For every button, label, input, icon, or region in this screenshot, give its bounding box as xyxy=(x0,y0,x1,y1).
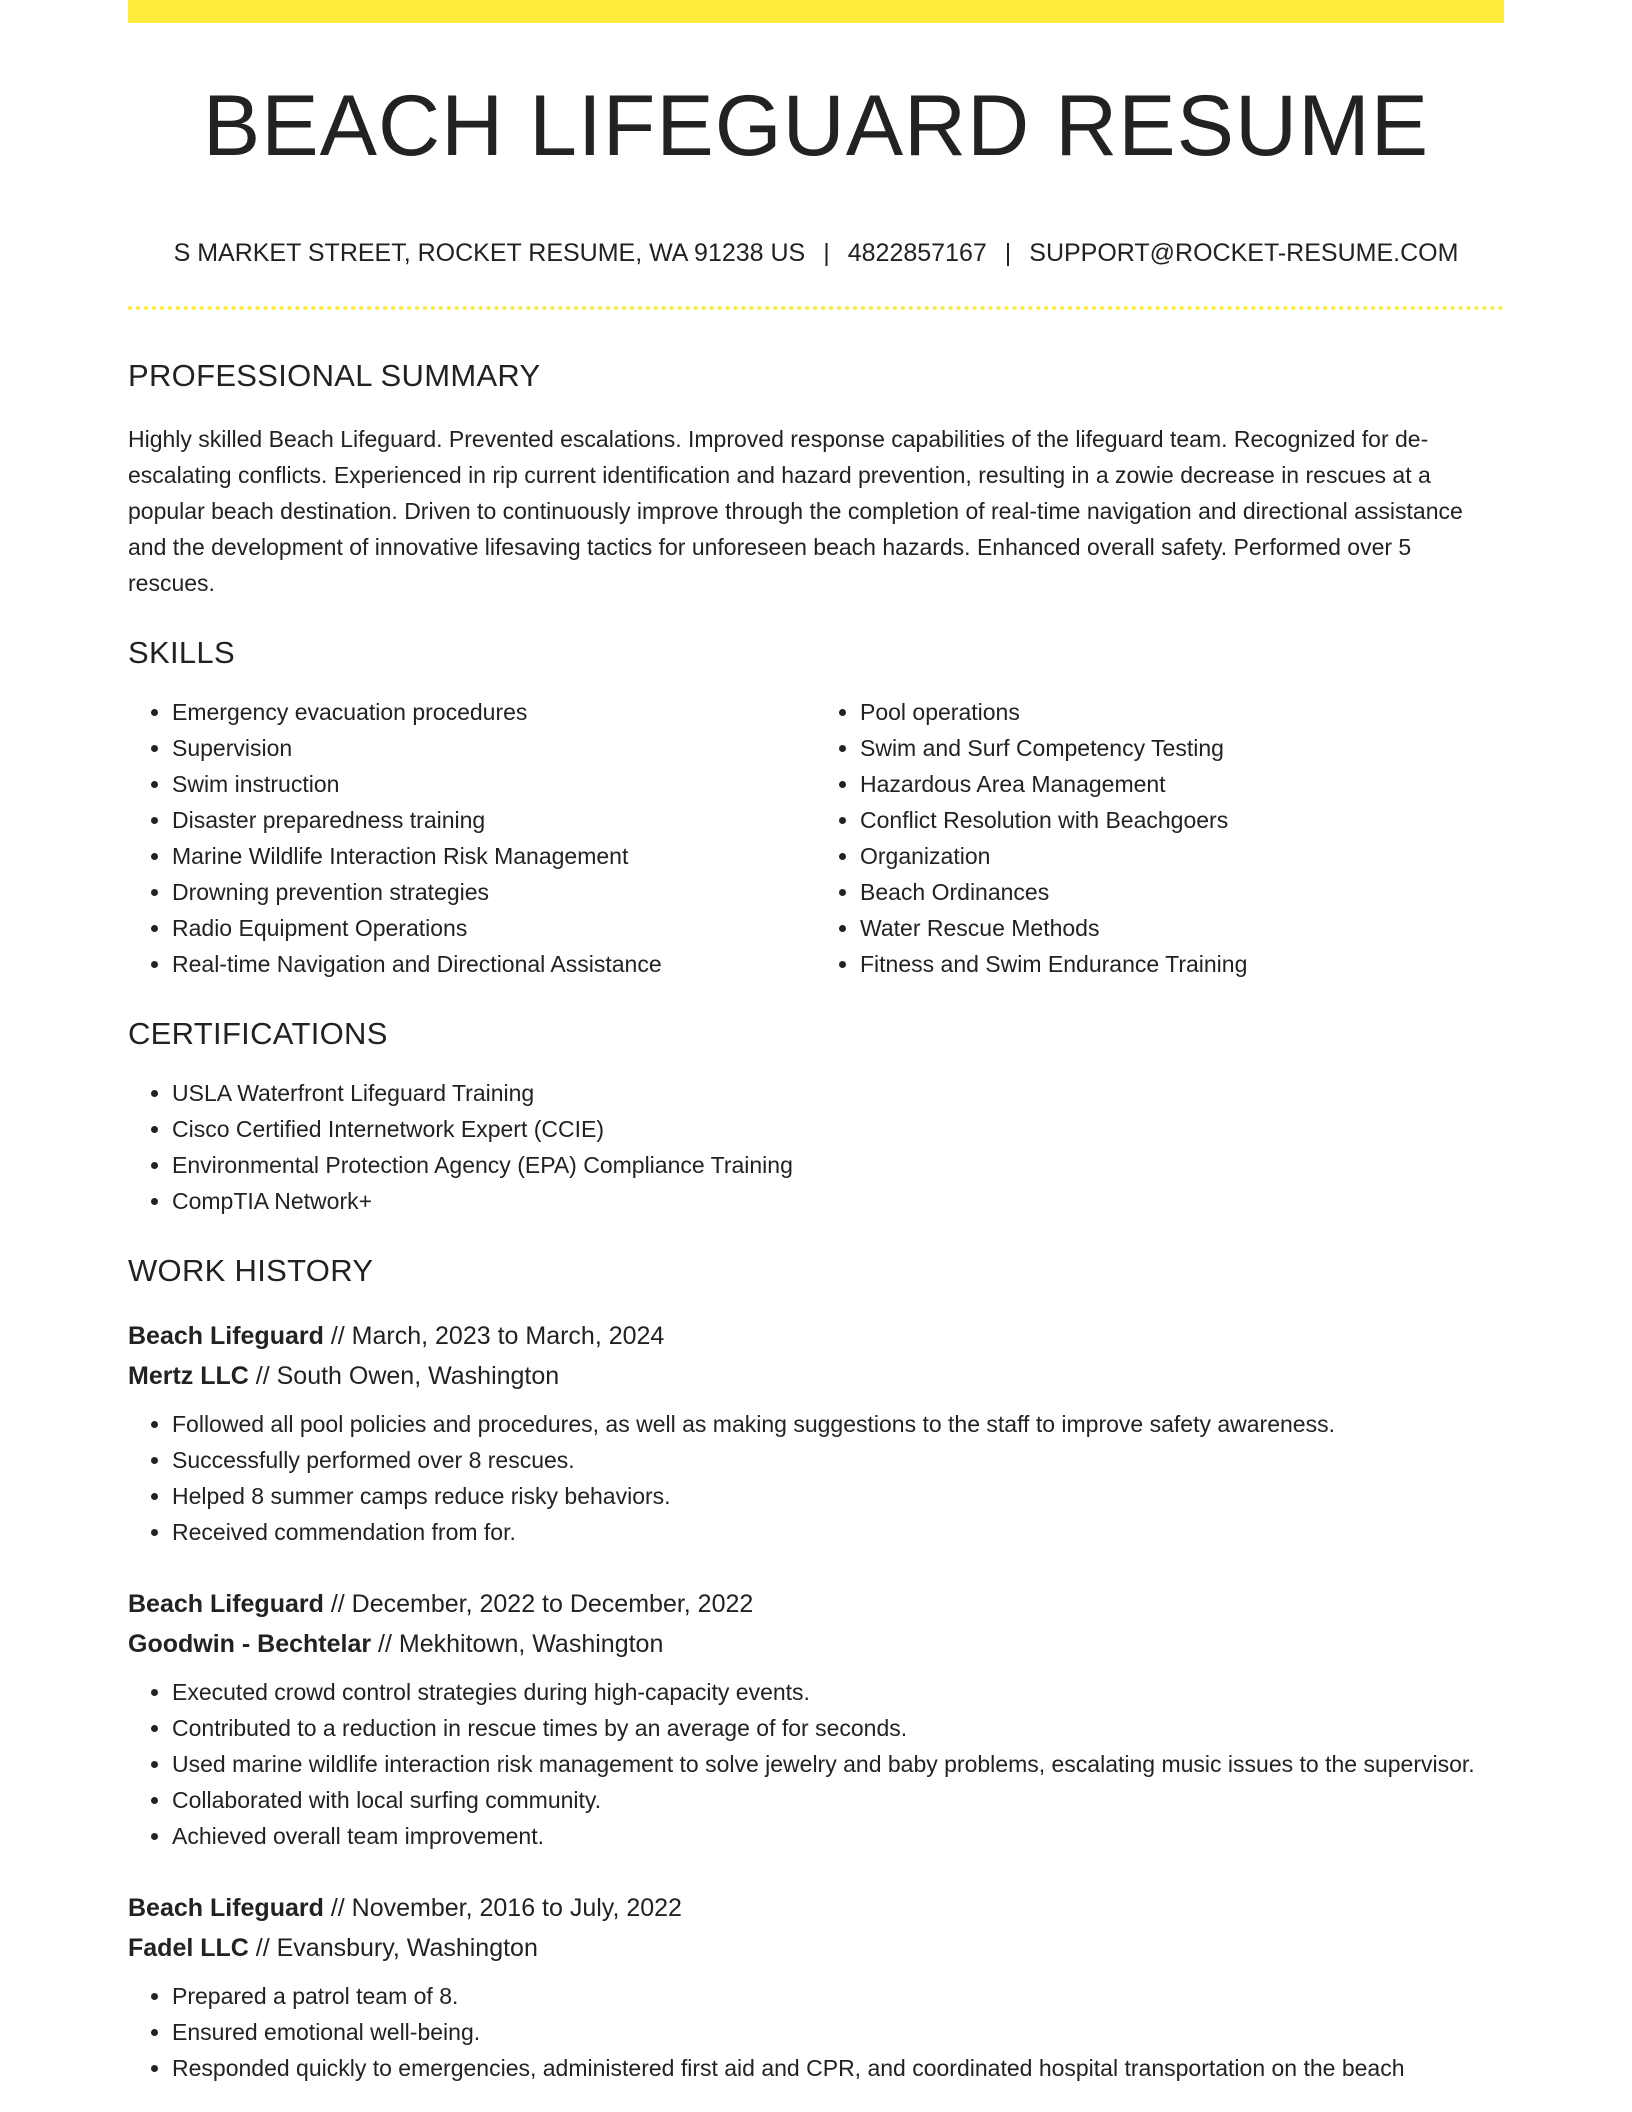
job-company-line xyxy=(128,1624,1504,1664)
skills-column-right xyxy=(816,694,1504,982)
job-role: Beach Lifeguard xyxy=(128,1322,324,1350)
phone: 4822857167 xyxy=(847,239,987,267)
job-role-line xyxy=(128,1584,1504,1624)
job-role: Beach Lifeguard xyxy=(128,1894,324,1922)
job-role-line xyxy=(128,1888,1504,1928)
certifications-list xyxy=(128,1075,1504,1219)
job-bullets xyxy=(128,1674,1504,1854)
skill-item: • Pool operations xyxy=(860,694,1504,730)
skill-item: • Organization xyxy=(860,838,1504,874)
job-role-line xyxy=(128,1316,1504,1356)
job-bullet: • Successfully performed over 8 rescues. xyxy=(172,1442,1504,1478)
job-bullets xyxy=(128,1978,1504,2086)
skill-item: • Water Rescue Methods xyxy=(860,910,1504,946)
job-bullet: • Used marine wildlife interaction risk management to solve jewelry and baby problems, escalating music issues to the supervisor. xyxy=(172,1746,1504,1782)
job-company-line xyxy=(128,1356,1504,1396)
job-location: // Mekhitown, Washington xyxy=(371,1630,664,1658)
job-bullet: • Helped 8 summer camps reduce risky behaviors. xyxy=(172,1478,1504,1514)
skill-item: • Radio Equipment Operations xyxy=(172,910,816,946)
accent-bar xyxy=(128,0,1504,23)
job-bullet: • Responded quickly to emergencies, administered first aid and CPR, and coordinated hospital transportation on the beach xyxy=(172,2050,1504,2086)
certification-item: • USLA Waterfront Lifeguard Training xyxy=(172,1075,1504,1111)
job-company: Fadel LLC xyxy=(128,1934,249,1962)
skill-item: • Marine Wildlife Interaction Risk Management xyxy=(172,838,816,874)
work-history-heading: WORK HISTORY xyxy=(128,1253,374,1288)
job-dates: // December, 2022 to December, 2022 xyxy=(323,1590,754,1618)
job-entry xyxy=(128,1316,1504,1550)
job-entry xyxy=(128,1584,1504,1854)
job-bullet: • Prepared a patrol team of 8. xyxy=(172,1978,1504,2014)
contact-separator: | xyxy=(823,239,830,267)
skill-item: • Hazardous Area Management xyxy=(860,766,1504,802)
job-bullets xyxy=(128,1406,1504,1550)
certification-item: • CompTIA Network+ xyxy=(172,1183,1504,1219)
certifications-heading: CERTIFICATIONS xyxy=(128,1016,388,1051)
skill-item: • Real-time Navigation and Directional Assistance xyxy=(172,946,816,982)
job-company-line xyxy=(128,1928,1504,1968)
job-entry xyxy=(128,1888,1504,2086)
job-role: Beach Lifeguard xyxy=(128,1590,324,1618)
contact-separator: | xyxy=(1004,239,1012,267)
certification-item: • Cisco Certified Internetwork Expert (CCIE) xyxy=(172,1111,1504,1147)
job-bullet: • Executed crowd control strategies during high-capacity events. xyxy=(172,1674,1504,1710)
skills-list xyxy=(128,694,1504,982)
skill-item: • Fitness and Swim Endurance Training xyxy=(860,946,1504,982)
contact-line xyxy=(128,241,1504,266)
address: S MARKET STREET, ROCKET RESUME, WA 91238 US xyxy=(173,239,806,267)
certification-item: • Environmental Protection Agency (EPA) Compliance Training xyxy=(172,1147,1504,1183)
job-bullet: • Achieved overall team improvement. xyxy=(172,1818,1504,1854)
skill-item: • Conflict Resolution with Beachgoers xyxy=(860,802,1504,838)
summary-heading: PROFESSIONAL SUMMARY xyxy=(128,358,541,393)
job-bullet: • Collaborated with local surfing community. xyxy=(172,1782,1504,1818)
job-bullet: • Contributed to a reduction in rescue times by an average of for seconds. xyxy=(172,1710,1504,1746)
job-bullet: • Received commendation from for. xyxy=(172,1514,1504,1550)
resume-title: BEACH LIFEGUARD RESUME xyxy=(202,78,1430,174)
job-bullet: • Followed all pool policies and procedures, as well as making suggestions to the staff to improve safety awareness. xyxy=(172,1406,1504,1442)
job-company: Mertz LLC xyxy=(128,1362,249,1390)
job-dates: // November, 2016 to July, 2022 xyxy=(323,1894,682,1922)
skill-item: • Beach Ordinances xyxy=(860,874,1504,910)
skill-item: • Swim and Surf Competency Testing xyxy=(860,730,1504,766)
job-bullet: • Ensured emotional well-being. xyxy=(172,2014,1504,2050)
job-company: Goodwin - Bechtelar xyxy=(128,1630,372,1658)
skill-item: • Emergency evacuation procedures xyxy=(172,694,816,730)
skill-item: • Disaster preparedness training xyxy=(172,802,816,838)
skill-item: • Supervision xyxy=(172,730,816,766)
skills-column-left xyxy=(128,694,816,982)
job-location: // South Owen, Washington xyxy=(248,1362,560,1390)
email-link[interactable]: SUPPORT@ROCKET-RESUME.COM xyxy=(1029,239,1459,267)
summary-text: Highly skilled Beach Lifeguard. Prevented escalations. Improved response capabilities of the lifeguard team. Recognized for de-escalating conflicts. Experienced in rip current identification and hazard prevention, resulting in a zowie decrease in rescues at a popular beach destination. Driven to continuously improve through the completion of real-time navigation and directional assistance and the development of innovative lifesaving tactics for unforeseen beach hazards. Enhanced overall safety. Performed over 5 rescues. xyxy=(128,426,1463,596)
job-location: // Evansbury, Washington xyxy=(248,1934,538,1962)
skill-item: • Swim instruction xyxy=(172,766,816,802)
job-dates: // March, 2023 to March, 2024 xyxy=(323,1322,665,1350)
resume-page xyxy=(128,0,1504,2086)
skills-heading: SKILLS xyxy=(128,635,235,670)
dotted-divider xyxy=(128,306,1504,310)
skill-item: • Drowning prevention strategies xyxy=(172,874,816,910)
